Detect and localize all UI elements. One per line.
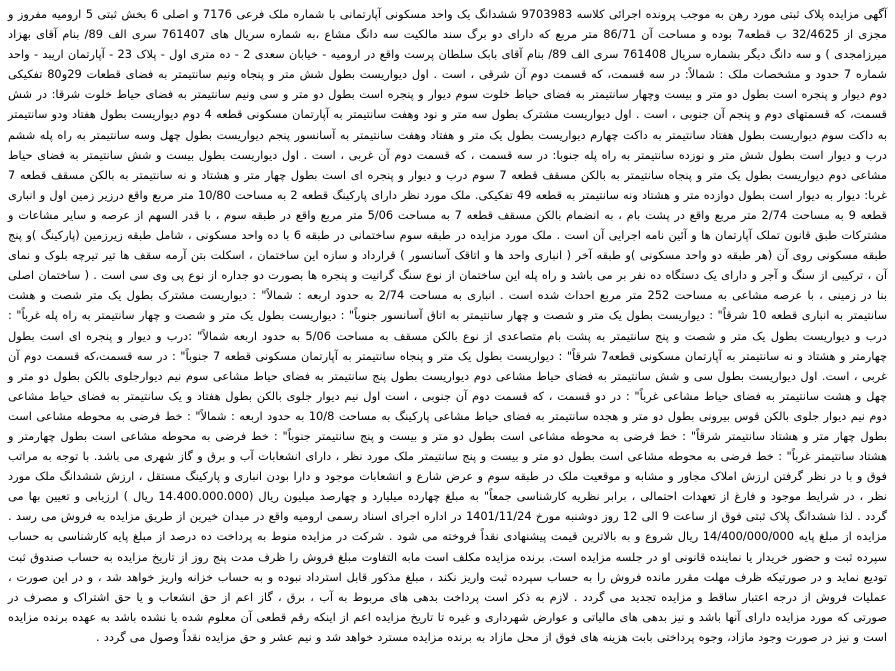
auction-notice-text: آگهی مزایده پلاک ثبتی مورد رهن به موجب پرونده اجرائی کلاسه 9703983 ششدانگ یک واحد مسکونی آپارتمانی با شماره ملک فرعی 7176 و اصلی 6 بخش ثبتی 5 ارومیه مفروز و مجزی از 32/4625 ب قطعه7 بوده و مساحت آن 86/71 متر مربع که دارای دو برگ سند مالکیت سه دانگ مشاع ،به شماره سریال های 761407 سری الف 89/ بنام آقای بهزاد میرزامجدی ) و سه دانگ دیگر بشماره سریال 761408 سری الف 89/ بنام آقای بابک سلطان پرست واقع در ارومیه - خیابان سعدی 2 - ده متری اول - پلاک 23 - آپارتمان اریبد - واحد شماره 7 حدود و مشخصات ملک : شمالاً: در سه قسمت، که قسمت دوم آن شرقی ، است . اول دیواریست بطول شش متر و پنجاه ونیم سانتیمتر به فضای قطعات 29و80 تفکیکی دوم دیوار و پنجره است بطول دو متر و بیست وچهار سانتیمتر به فضای حیاط خلوت سوم دیوار و پنجره است بطول دو متر و سی ونیم سانتیمتر به فضای حیاط خلوت شرقا: در شش قسمت، که قسمتهای دوم و پنجم آن جنوبی ، است . اول دیواریست مشترک بطول سه متر و نود وهفت سانتیمتر به آپارتمان مسکونی قطعه 4 دوم دیواریست بطول هفتاد ودو سانتیمتر به داکت سوم دیواریست بطول هفتاد سانتیمتر به داکت چهارم دیواریست بطول یک متر و هفتاد وهفت سانتیمتر به آسانسور پنجم دیواریست بطول چهل وسه سانتیمتر به راه پله ششم درب و دیوار است بطول شش متر و نوزده سانتیمتر به راه پله جنوبا: در سه قسمت ، که قسمت دوم آن غربی ، است . اول دیواریست بطول بیست و شش سانتیمتر به فضای حیاط مشاعی دوم دیواریست بطول یک متر و پنجاه سانتیمتر به بالکن مسقف قطعه 7 سوم درب و دیوار و پنجره ای است بطول چهار متر و هشتاد و نه سانتیمتر به بالکن مسقف قطعه 7 غربا: دیوار به دیوار است بطول دوازده متر و هشتاد ونه سانتیمتر به قطعه 49 تفکیکی. ملک مورد نظر دارای پارکینگ قطعه 2 به مساحت 10/80 متر مربع واقع درزیر زمین اول و انباری قطعه 9 به مساحت 2/74 متر مربع واقع در پشت بام ، به انضمام بالکن مسقف قطعه 7 به مساحت 5/06 متر مربع واقع در طبقه سوم ، با قدر السهم از عرصه و سایر مشاعات و مشترکات طبق قانون تملک آپارتمان ها و آئین نامه اجرایی آن است . ملک مورد مزایده در طبقه سوم ساختمانی در طبقه 6 با ده واحد مسکونی ، شامل طبقه زیرزمین (پارکینگ )و پنج طبقه مسکونی روی آن (هر طبقه دو واحد مسکونی )و طبقه آخر ( انباری واحد ها و اتاقک آسانسور ) قرارداد و سازه این ساختمان ، اسکلت بتن آرمه سقف ها تیر تیرچه بلوک و نمای آن ، ترکیبی از سنگ و آجر و دارای یک دستگاه ده نفر بر می باشد و راه پله این ساختمان از نوع سنگ گرانیت و پنجره ها بصورت دو جداره از نوع پی وی سی است . ( ساختمان اصلی بنا در زمینی ، با عرصه مشاعی به مساحت 252 متر مربع احداث شده است . انباری به مساحت 2/74 به حدود اربعه : شمالاً" : دیواریست مشترک بطول یک متر شصت و هشت سانتیمتر به انباری قطعه 10 شرقاً" : دیواریست بطول یک متر و شصت و چهار سانتیمتر به اتاق آسانسور جنوباً" : دیواریست بطول یک متر و شصت و چهار سانتیمتر به راه پله غرباً" : درب و دیواریست بطول یک متر و شصت و پنج سانتیمتر به پشت بام متصاعدی از نوع بالکن مسقف به مساحت 5/06 به حدود اربعه شمالاً" :درب و دیوار و پنجره ای است بطول چهارمتر و هشتاد و نه سانتیمتر به آپارتمان مسکونی قطعه7 شرقاً" : دیواریست بطول یک متر و پنجاه سانتیمتر به آپارتمان مسکونی قطعه 7 جنوباً" : در سه قسمت،که قسمت دوم آن غربی ، است. اول دیواریست بطول سی و شش سانتیمتر به فضای حیاط مشاعی دوم دیواریست بطول پنج سانتیمتر به فضای حیاط مشاعی سوم نیم دیوارجلوی بالکن بطول دو متر و چهل و هشت سانتیمتر به فضای حیاط مشاعی غرباً" : در دو قسمت ، که قسمت دوم آن جنوبی ، است اول نیم دیوار جلوی بالکن بطول هفتاد و یک سانتیمتر به فضای حیاط مشاعی دوم نیم دیوار جلوی بالکن قوس بیرونی بطول دو متر و هجده سانتیمتر به فضای حیاط مشاعی پارکینگ به مساحت 10/8 به حدود اربعه : شمالاً" : خط فرضی به محوطه مشاعی است بطول چهار متر و هشتاد سانتیمتر شرقاً" : خط فرضی به محوطه مشاعی است بطول دو متر و بیست و پنج سانتیمتر جنوباً" : خط فرضی به محوطه مشاعی است بطول چهارمتر و هشتاد سانتیمتر غرباً" : خط فرضی به محوطه مشاعی است بطول دو متر و بیست و پنج سانتیمتر ملک مورد نظر ، دارای انشعابات آب و برق و گاز شهری می باشد. با توجه به مراتب فوق و با در نظر گرفتن ارزش املاک مجاور و مشابه و موقعیت ملک در طبقه سوم و عرض شارع و انشعابات موجود و دارا بودن انباری و پارکینگ مستقل ، ارزش ششدانگ ملک مورد نظر ، در شرایط موجود و فارغ از تعهدات احتمالی ، برابر نظریه کارشناسی جمعاً" به مبلغ چهارده میلیارد و چهارصد میلیون ریال (14.400.000.000 ریال ) ارزیابی و تعیین بها می گردد . لذا ششدانگ پلاک ثبتی فوق از ساعت 9 الی 12 روز دوشنبه مورخ 1401/11/24 در اداره اجرای اسناد رسمی ارومیه واقع در میدان خیرین از طریق مزایده به فروش می رسد . مزایده از مبلغ پایه 14/400/000/000 ریال شروع و به بالاترین قیمت پیشنهادی نقداً فروخته می شود . شرکت در مزایده منوط به پرداخت ده درصد از مبلغ پایه کارشناسی به حساب سپرده ثبت و حضور خریدار یا نماینده قانونی او در جلسه مزایده است. برنده مزایده مکلف است مابه التفاوت مبلغ فروش را ظرف مدت پنج روز از تاریخ مزایده به حساب صندوق ثبت تودیع نماید و در صورتیکه ظرف مهلت مقرر مانده فروش را به حساب سپرده ثبت واریز نکند ، مبلغ مذکور قابل استرداد نبوده و به حساب خزانه واریز خواهد شد ، و در این صورت ، عملیات فروش از درجه اعتبار ساقط و مزایده تجدید می گردد . لازم به ذکر است پرداخت بدهی های مربوط به آب ، برق ، گاز اعم از حق انشعاب و یا حق اشتراک و مصرف در صورتی که مورد مزایده دارای آنها باشد و نیز بدهی های مالیاتی و عوارض شهرداری و غیره تا تاریخ مزایده اعم از اینکه رقم قطعی آن معلوم شده یا نشده باشد به عهده برنده مزایده است و نیز در صورت وجود مازاد، وجوه پرداختی بابت هزینه های فوق از محل مازاد به برنده مزایده مسترد خواهد شد و نیم عشر و حق مزایده نقداً وصول می گردد .: [8, 7, 888, 644]
